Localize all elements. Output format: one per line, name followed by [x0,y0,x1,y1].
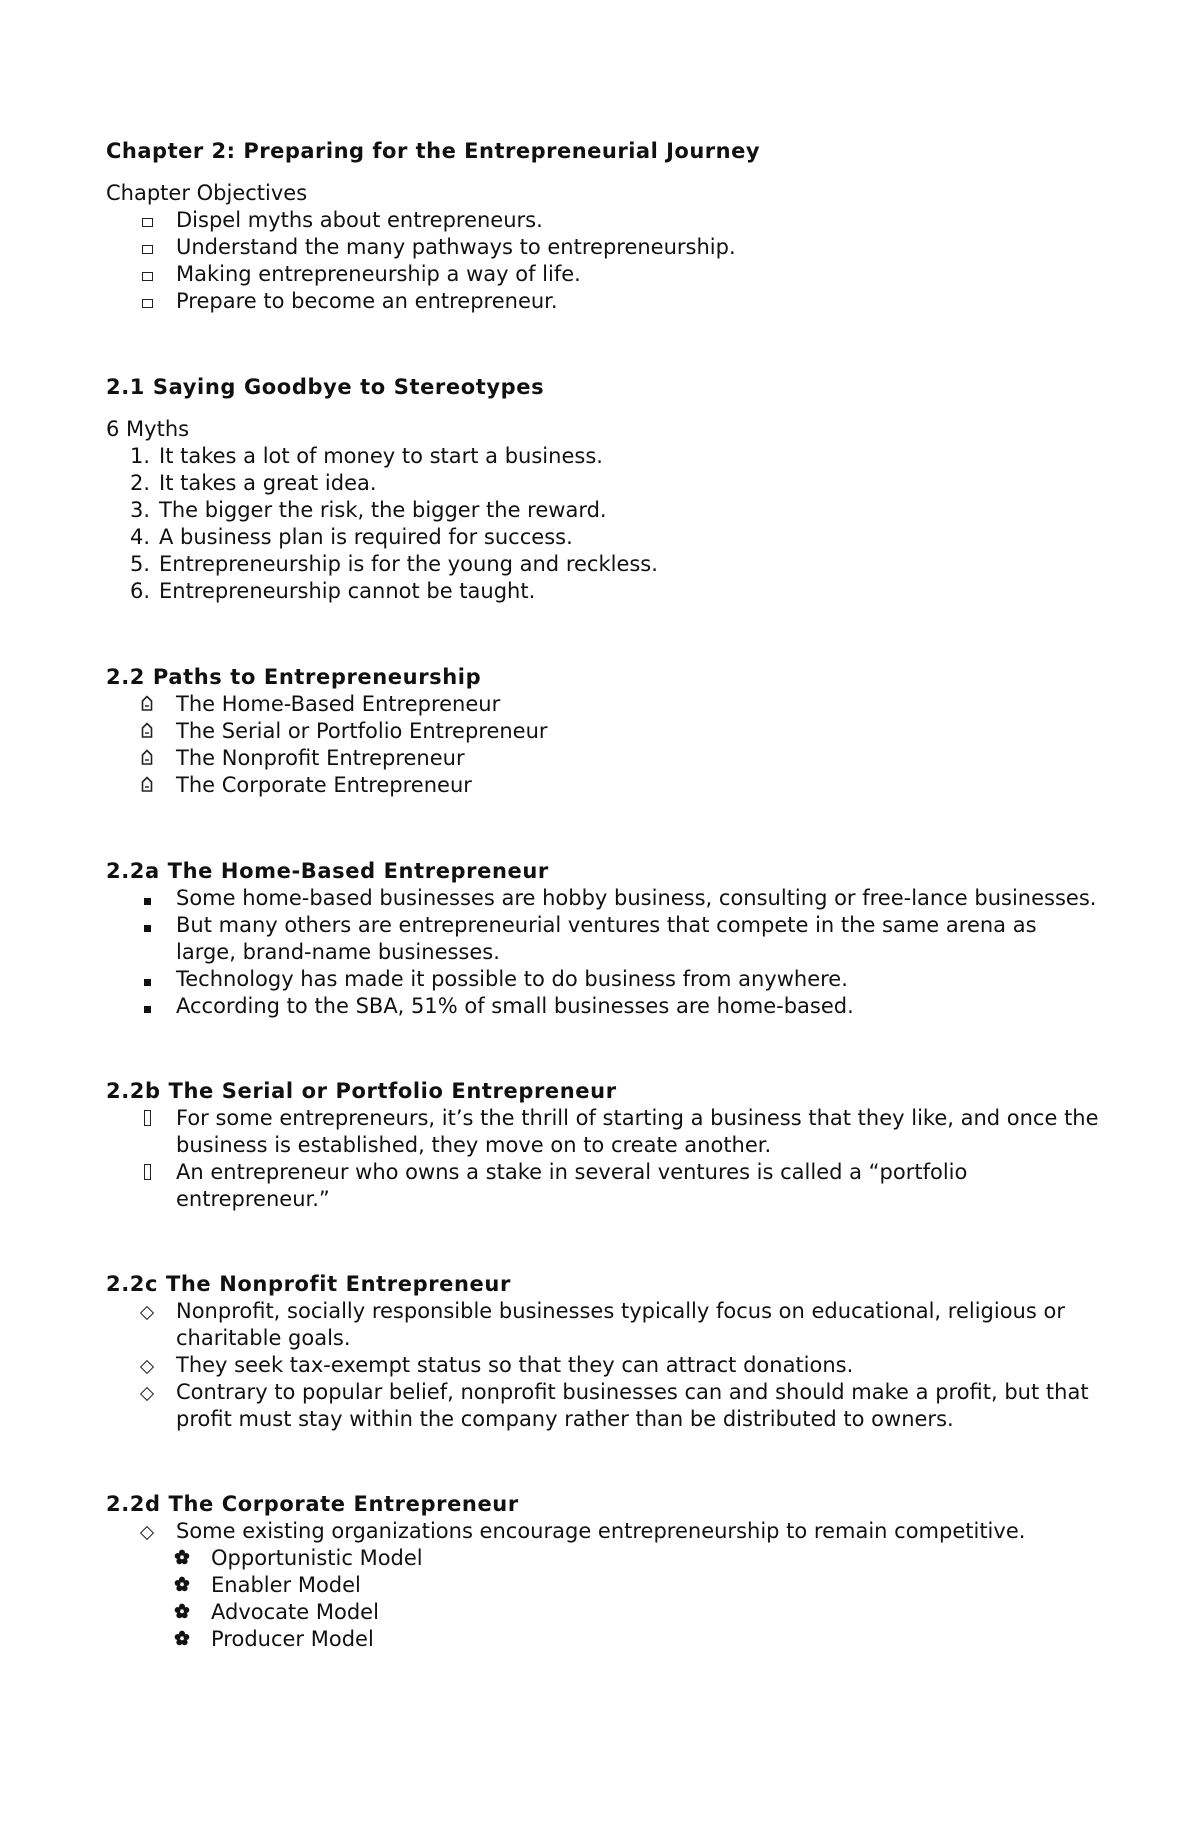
list-item-text: Entrepreneurship is for the young and reckless. [159,552,658,576]
section-objectives [106,180,1100,315]
list-item [106,912,1100,966]
diamond-bullet-icon [139,1352,155,1379]
list-number: 2. [129,471,150,495]
list-item-text: Technology has made it possible to do business from anywhere. [176,967,848,991]
section-2-2a [106,858,1100,1020]
section-2-1 [106,374,1100,605]
list-item [106,497,1100,524]
flower-bullet-icon [174,1572,190,1599]
list-item [106,1105,1100,1159]
nonprofit-list [106,1298,1100,1433]
list-item-text: The Corporate Entrepreneur [176,773,472,797]
list-number: 5. [129,552,150,576]
list-item [106,578,1100,605]
list-item-text: Contrary to popular belief, nonprofit businesses can and should make a profit, but that profit must stay within the company rather than be distributed to owners. [176,1380,1089,1431]
list-item-text: For some entrepreneurs, it’s the thrill of starting a business that they like, and once the business is established, they move on to create another. [176,1106,1099,1157]
chapter-title: Chapter 2: Preparing for the Entrepreneurial Journey [106,139,761,163]
bracket-bullet-icon [139,1105,155,1133]
list-item-text: But many others are entrepreneurial ventures that compete in the same arena as large, brand-name businesses. [176,913,1037,964]
diamond-bullet-icon [139,1298,155,1325]
objectives-label: Chapter Objectives [106,181,308,205]
square-bullet-icon [139,912,155,939]
list-item [106,551,1100,578]
list-item-text: Dispel myths about entrepreneurs. [176,208,543,232]
list-item [106,288,1100,315]
list-number: 4. [129,525,150,549]
list-item [106,207,1100,234]
square-bullet-icon [139,234,155,261]
objectives-list [106,207,1100,315]
list-item-text: Understand the many pathways to entrepreneurship. [176,235,736,259]
section-heading: 2.2a The Home-Based Entrepreneur [106,859,549,883]
list-item-text: Making entrepreneurship a way of life. [176,262,581,286]
list-item [106,1298,1100,1352]
list-item [106,261,1100,288]
list-item [106,718,1100,745]
list-number: 3. [129,498,150,522]
section-heading: 2.2c The Nonprofit Entrepreneur [106,1272,511,1296]
list-item [106,966,1100,993]
home-based-list [106,885,1100,1020]
list-item-text: They seek tax-exempt status so that they can attract donations. [176,1353,854,1377]
list-item-text: Advocate Model [211,1600,379,1624]
list-item-text: Some home-based businesses are hobby business, consulting or free-lance businesses. [176,886,1097,910]
square-bullet-icon [139,288,155,315]
list-item [106,1545,1100,1572]
list-item-text: Enabler Model [211,1573,361,1597]
square-bullet-icon [139,885,155,912]
list-item-text: A business plan is required for success. [159,525,573,549]
myths-label: 6 Myths [106,417,190,441]
list-item-text: An entrepreneur who owns a stake in several ventures is called a “portfolio entrepreneur.” [176,1160,968,1211]
section-heading: 2.2 Paths to Entrepreneurship [106,665,482,689]
serial-list [106,1105,1100,1213]
house-bullet-icon [139,691,155,718]
list-item [106,1379,1100,1433]
section-heading: 2.1 Saying Goodbye to Stereotypes [106,375,545,399]
section-heading: 2.2d The Corporate Entrepreneur [106,1492,519,1516]
list-item-text: Prepare to become an entrepreneur. [176,289,558,313]
list-item-text: It takes a great idea. [159,471,377,495]
list-item-text: Producer Model [211,1627,374,1651]
list-item [106,1599,1100,1626]
list-item [106,470,1100,497]
list-item-text: Entrepreneurship cannot be taught. [159,579,536,603]
list-item [106,772,1100,799]
list-item-text: The Nonprofit Entrepreneur [176,746,465,770]
diamond-bullet-icon [139,1379,155,1406]
house-bullet-icon [139,718,155,745]
list-item [106,443,1100,470]
list-item-text: Opportunistic Model [211,1546,423,1570]
section-heading: 2.2b The Serial or Portfolio Entrepreneur [106,1079,617,1103]
list-item [106,885,1100,912]
list-item [106,691,1100,718]
section-2-2d [106,1491,1100,1653]
corporate-list [106,1518,1100,1653]
list-item-text: The bigger the risk, the bigger the reward. [159,498,607,522]
list-item [106,1352,1100,1379]
list-number: 6. [129,579,150,603]
section-2-2c [106,1271,1100,1433]
list-item [106,234,1100,261]
house-bullet-icon [139,772,155,799]
square-bullet-icon [139,261,155,288]
list-item-text: Nonprofit, socially responsible businesses typically focus on educational, religious or charitable goals. [176,1299,1065,1350]
flower-bullet-icon [174,1545,190,1572]
section-2-2b [106,1078,1100,1213]
list-item-text: The Serial or Portfolio Entrepreneur [176,719,548,743]
flower-bullet-icon [174,1626,190,1653]
paths-list [106,691,1100,799]
square-bullet-icon [139,207,155,234]
section-2-2 [106,664,1100,799]
diamond-bullet-icon [139,1518,155,1545]
list-item [106,1518,1100,1545]
list-item [106,745,1100,772]
square-bullet-icon [139,993,155,1020]
myths-list [106,443,1100,605]
list-number: 1. [129,444,150,468]
list-item-text: The Home-Based Entrepreneur [176,692,501,716]
list-item [106,1159,1100,1213]
list-item [106,1626,1100,1653]
house-bullet-icon [139,745,155,772]
list-item-text: Some existing organizations encourage entrepreneurship to remain competitive. [176,1519,1026,1543]
list-item [106,1572,1100,1599]
list-item-text: It takes a lot of money to start a business. [159,444,603,468]
list-item-text: According to the SBA, 51% of small businesses are home-based. [176,994,854,1018]
bracket-bullet-icon [139,1159,155,1187]
list-item [106,993,1100,1020]
list-item [106,524,1100,551]
flower-bullet-icon [174,1599,190,1626]
square-bullet-icon [139,966,155,993]
